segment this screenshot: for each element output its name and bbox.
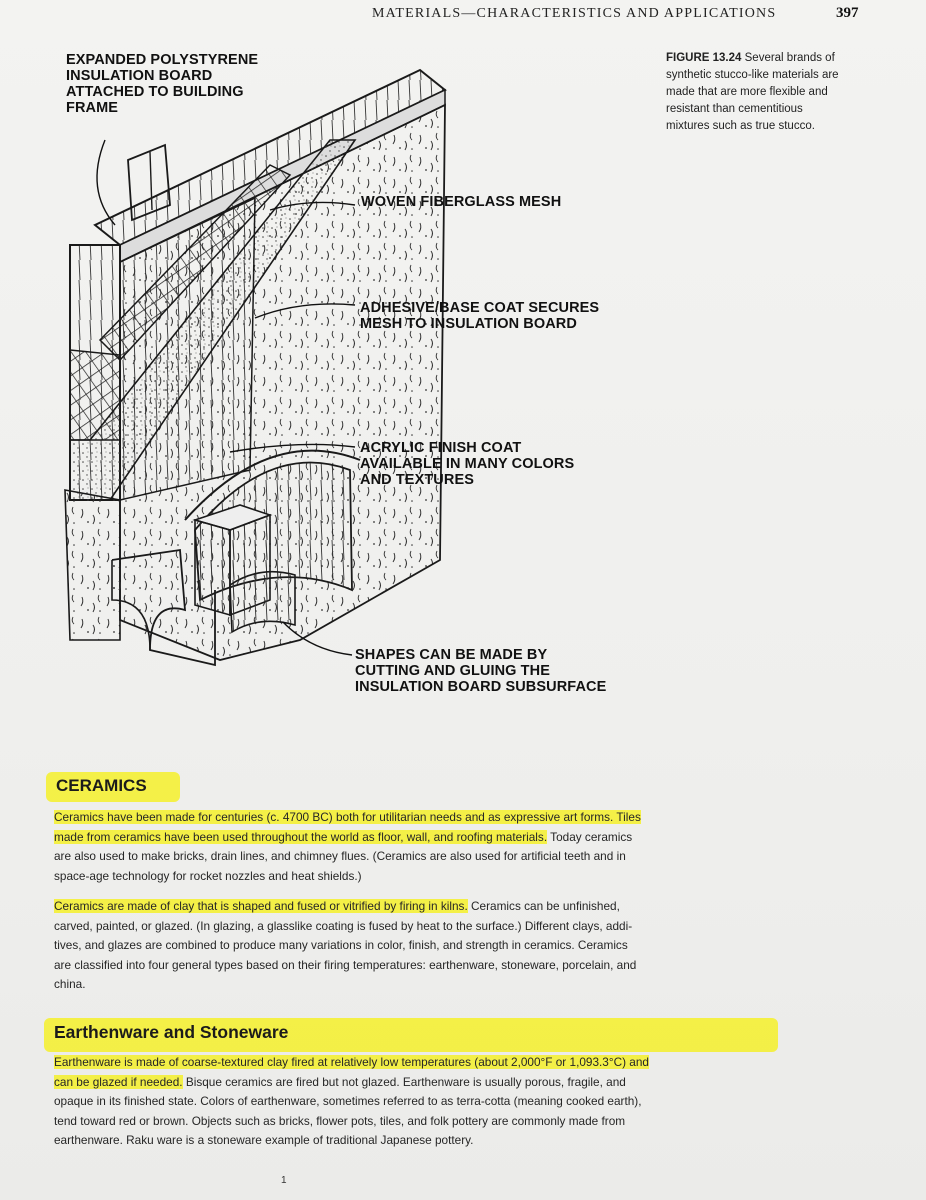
text-line: tend toward red or brown. Objects such as bricks, flower pots, tiles, and folk pottery are commonly made from [54, 1113, 626, 1128]
callout-line: AND TEXTURES [360, 472, 474, 488]
callout-line: ACRYLIC FINISH COAT [360, 440, 522, 456]
text-line: opaque in its finished state. Colors of earthenware, sometimes referred to as terra-cotta (meaning cooked earth), [54, 1094, 642, 1108]
text-line: space-age technology for rocket nozzles and heat shields.) [54, 868, 362, 883]
highlighted-text: made from ceramics have been used throughout the world as floor, wall, and roofing materials. [54, 829, 548, 844]
text-line: tives, and glazes are combined to produce many variations in color, finish, and strength in ceramics. Ceramics [54, 938, 628, 952]
callout-line: INSULATION BOARD SUBSURFACE [355, 679, 607, 695]
running-head: MATERIALS—CHARACTERISTICS AND APPLICATIONS [372, 6, 777, 21]
text-line: are classified into four general types based on their firing temperatures: earthenware, stoneware, porcelain, and [54, 957, 637, 972]
text-line: earthenware. Raku ware is a stoneware example of traditional Japanese pottery. [54, 1133, 474, 1147]
callout-line: INSULATION BOARD [66, 68, 213, 84]
callout-line: ATTACHED TO BUILDING [66, 84, 244, 100]
callout-line: FRAME [66, 100, 119, 116]
text-line: carved, painted, or glazed. (In glazing, a glasslike coating is fused by heat to the surface.) Different clays, addi- [54, 918, 633, 933]
caption-line: synthetic stucco-like materials are [666, 69, 839, 81]
callout-line: MESH TO INSULATION BOARD [360, 316, 577, 332]
caption-line: mixtures such as true stucco. [666, 120, 815, 132]
callout-adhesive-base-coat [360, 300, 599, 332]
text-run: Bisque ceramics are fired but not glazed. Earthenware is usually porous, fragile, and [182, 1074, 626, 1089]
page-mark: 1 [281, 1175, 287, 1186]
callout-line: WOVEN FIBERGLASS MESH [361, 194, 562, 210]
caption-line: Several brands of [744, 52, 835, 64]
text-line: are also used to make bricks, drain lines, and chimney flues. (Ceramics are also used for artificial teeth and in [54, 849, 626, 863]
caption-line: resistant than cementitious [666, 103, 803, 115]
callout-line: ADHESIVE/BASE COAT SECURES [360, 300, 600, 316]
text-run: Today ceramics [547, 829, 633, 844]
highlighted-text: Ceramics are made of clay that is shaped and fused or vitrified by firing in kilns. [54, 899, 468, 913]
callout-shapes [355, 647, 606, 695]
callout-expanded-polystyrene [66, 52, 258, 116]
callout-line: AVAILABLE IN MANY COLORS [360, 456, 575, 472]
figure-label: FIGURE 13.24 [666, 52, 742, 64]
ceramics-paragraph-2 [54, 897, 766, 995]
highlighted-text: can be glazed if needed. [54, 1074, 183, 1089]
caption-line: made that are more flexible and [666, 86, 828, 98]
earthenware-paragraph [54, 1053, 766, 1151]
callout-fiberglass-mesh [361, 194, 561, 210]
highlighted-text: Earthenware is made of coarse-textured clay fired at relatively low temperatures (about 2,000°F or 1,093.3°C) and [54, 1055, 649, 1069]
callout-acrylic-finish [360, 440, 574, 488]
text-line: china. [54, 977, 86, 991]
page-number: 397 [836, 5, 859, 21]
eifs-wall-illustration [0, 30, 660, 710]
figure-caption [666, 50, 866, 135]
callout-line: EXPANDED POLYSTYRENE [66, 52, 259, 68]
callout-line: CUTTING AND GLUING THE [355, 663, 550, 679]
ceramics-paragraph-1 [54, 808, 766, 886]
text-run: Ceramics can be unfinished, [467, 899, 620, 913]
callout-line: SHAPES CAN BE MADE BY [355, 647, 548, 663]
section-heading-ceramics: CERAMICS [56, 776, 147, 795]
highlighted-text: Ceramics have been made for centuries (c. 4700 BC) both for utilitarian needs and as expressive art forms. Tiles [54, 810, 641, 824]
section-heading-earthenware: Earthenware and Stoneware [54, 1022, 289, 1042]
